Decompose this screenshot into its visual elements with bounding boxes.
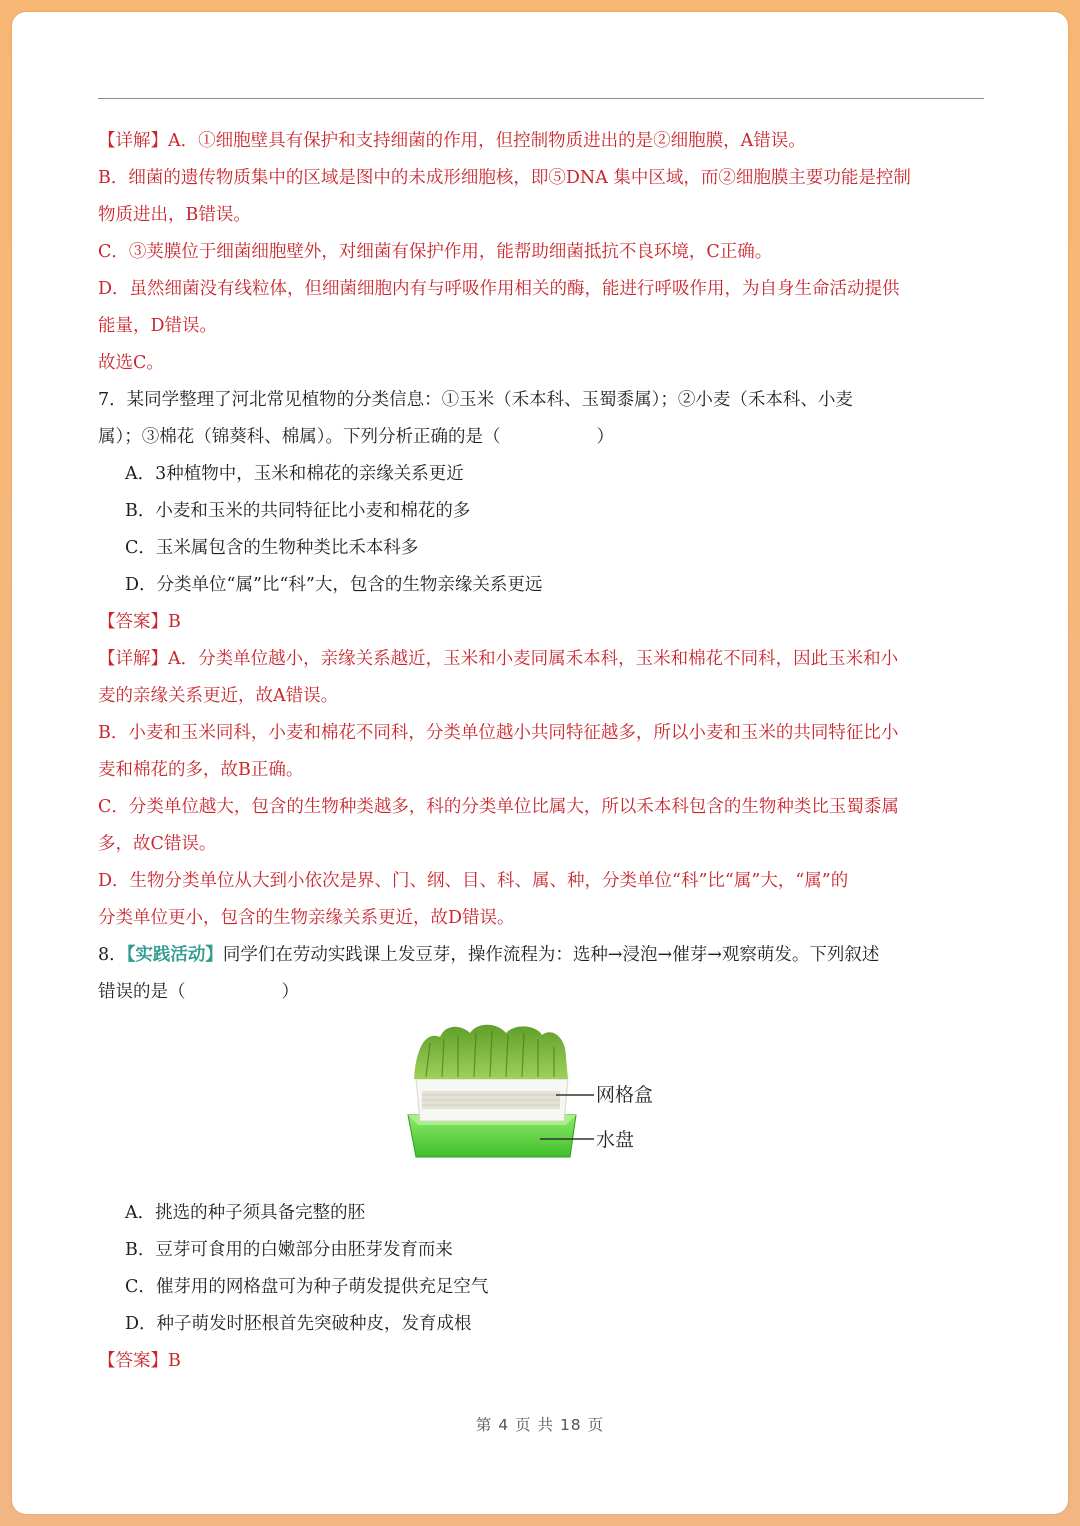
header-rule (98, 98, 984, 99)
stem-paren-close: ） (596, 427, 614, 447)
stem-text: 属）；③棉花（锦葵科、棉属）。下列分析正确的是（ (98, 427, 501, 447)
mesh-box (416, 1079, 568, 1121)
explanation-line: 物质进出，B错误。 (98, 205, 251, 225)
question-8-answer: 【答案】B (98, 1351, 181, 1371)
explanation-line: 【详解】A．分类单位越小，亲缘关系越近，玉米和小麦同属禾本科，玉米和棉花不同科，因此玉米和小 (98, 649, 899, 669)
question-8-stem-cont (98, 974, 970, 1011)
practice-activity-tag: 【实践活动】 (126, 945, 223, 965)
explanation-line: B．小麦和玉米同科，小麦和棉花不同科，分类单位越小共同特征越多，所以小麦和玉米的共同特征比小 (98, 723, 899, 743)
explanation-line: 多，故C错误。 (98, 834, 217, 854)
water-tray-label: 水盘 (596, 1129, 635, 1151)
page-footer: 第 4 页 共 18 页 (475, 1416, 605, 1434)
explanation-line: 麦和棉花的多，故B正确。 (98, 760, 304, 780)
explanation-line: D．虽然细菌没有线粒体，但细菌细胞内有与呼吸作用相关的酶，能进行呼吸作用，为自身生命活动提供 (98, 279, 900, 299)
question-7-option-c: C．玉米属包含的生物种类比禾本科多 (125, 538, 419, 558)
question-7-stem-cont (98, 419, 970, 456)
explanation-line: C．③荚膜位于细菌细胞壁外，对细菌有保护作用，能帮助细菌抵抗不良环境，C正确。 (98, 242, 773, 262)
question-7-answer: 【答案】B (98, 612, 181, 632)
question-7-stem: 7．某同学整理了河北常见植物的分类信息：①玉米（禾本科、玉蜀黍属）；②小麦（禾本科、小麦 (98, 390, 853, 410)
question-7-option-d: D．分类单位“属”比“科”大，包含的生物亲缘关系更远 (125, 575, 543, 595)
explanation-line: 分类单位更小，包含的生物亲缘关系更近，故D错误。 (98, 908, 515, 928)
question-8-option-a: A．挑选的种子须具备完整的胚 (125, 1203, 366, 1223)
question-7-option-b: B．小麦和玉米的共同特征比小麦和棉花的多 (125, 501, 471, 521)
question-7-option-a: A．3种植物中，玉米和棉花的亲缘关系更近 (125, 464, 464, 484)
explanation-line: C．分类单位越大，包含的生物种类越多，科的分类单位比属大，所以禾本科包含的生物种类比玉蜀黍属 (98, 797, 899, 817)
explanation-line: B．细菌的遗传物质集中的区域是图中的未成形细胞核，即⑤DNA 集中区域，而②细胞膜主要功能是控制 (98, 168, 911, 188)
question-8-option-b: B．豆芽可食用的白嫩部分由胚芽发育而来 (125, 1240, 453, 1260)
stem-paren-close: ） (281, 982, 299, 1002)
mesh-box-label: 网格盒 (596, 1084, 654, 1106)
explanation-line: D．生物分类单位从大到小依次是界、门、纲、目、科、属、种，分类单位“科”比“属”大，“属”的 (98, 871, 849, 891)
stem-text: 错误的是（ (98, 982, 186, 1002)
question-number: 8． (98, 945, 127, 965)
sprout-tray-illustration (406, 1017, 676, 1177)
conclusion-line: 故选C。 (98, 353, 164, 373)
explanation-line: 能量，D错误。 (98, 316, 218, 336)
question-8-option-d: D．种子萌发时胚根首先突破种皮，发育成根 (125, 1314, 472, 1334)
explanation-line: 【详解】A．①细胞壁具有保护和支持细菌的作用，但控制物质进出的是②细胞膜，A错误。 (98, 131, 806, 151)
bean-sprout-figure (98, 1017, 970, 1187)
question-8-option-c: C．催芽用的网格盘可为种子萌发提供充足空气 (125, 1277, 489, 1297)
question-8-stem (98, 937, 970, 974)
page-content (98, 123, 970, 1380)
bean-sprouts (414, 1025, 568, 1079)
stem-text: 同学们在劳动实践课上发豆芽，操作流程为：选种→浸泡→催芽→观察萌发。下列叙述 (222, 945, 880, 965)
explanation-line: 麦的亲缘关系更近，故A错误。 (98, 686, 339, 706)
